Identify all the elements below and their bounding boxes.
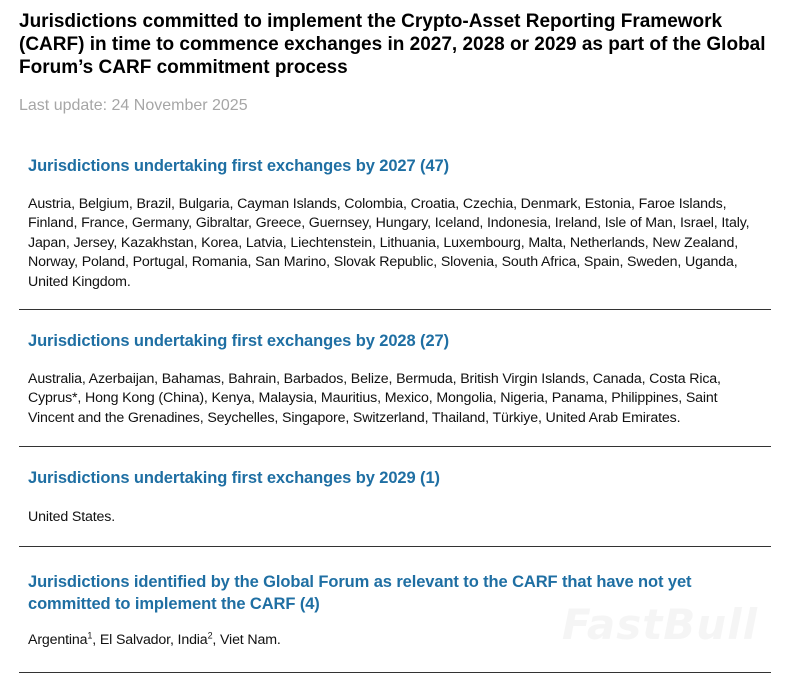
footnote-marker-2[interactable]: 2 — [207, 630, 213, 641]
section-heading-2029: Jurisdictions undertaking first exchanges by 2029 (1) — [28, 469, 440, 487]
last-update-date: Last update: 24 November 2025 — [19, 97, 248, 114]
section-body-2027: Austria, Belgium, Brazil, Bulgaria, Cayman Islands, Colombia, Croatia, Czechia, Denmark, Estonia, Faroe Islands, Finland, France, Germany, Gibraltar, Greece, Guernsey, Hungary, Iceland, Indonesia, Ireland, Isle of Man, Israel, Italy, Japan, Jersey, Kazakhstan, Korea, Latvia, Liechtenstein, Lithuania, Luxembourg, Malta, Netherlands, New Zealand, Norway, Poland, Portugal, Romania, San Marino, Slovak Republic, Slovenia, South Africa, Spain, Sweden, Uganda, United Kingdom. — [28, 196, 750, 290]
jurisdictions-middle: , El Salvador, India — [92, 632, 208, 648]
footnote-marker-1[interactable]: 1 — [87, 630, 93, 641]
page-title: Jurisdictions committed to implement the Crypto-Asset Reporting Framework (CARF) in time to commence exchanges in 2027, 2028 or 2029 as part of the Global Forum’s CARF commitment process — [19, 11, 766, 78]
jurisdictions-end: , Viet Nam. — [212, 632, 281, 648]
section-heading-2028: Jurisdictions undertaking first exchanges by 2028 (27) — [28, 332, 449, 350]
section-heading-2027: Jurisdictions undertaking first exchanges by 2027 (47) — [28, 157, 449, 175]
section-2029 — [19, 447, 771, 547]
section-body-2029: United States. — [28, 509, 116, 525]
section-2027 — [19, 140, 771, 310]
section-body-2028: Australia, Azerbaijan, Bahamas, Bahrain, Barbados, Belize, Bermuda, British Virgin Islands, Canada, Costa Rica, Cyprus*, Hong Kong (China), Kenya, Malaysia, Mauritius, Mexico, Mongolia, Nigeria, Panama, Philippines, Saint Vincent and the Grenadines, Seychelles, Singapore, Switzerland, Thailand, Türkiye, United Arab Emirates. — [28, 371, 721, 426]
section-2028 — [19, 310, 771, 447]
jurisdiction-argentina: Argentina — [28, 632, 88, 648]
section-heading-not-yet-committed: Jurisdictions identified by the Global Forum as relevant to the CARF that have not yet committed to implement the CARF (4) — [28, 573, 692, 613]
watermark-logo: FastBull — [562, 600, 758, 649]
